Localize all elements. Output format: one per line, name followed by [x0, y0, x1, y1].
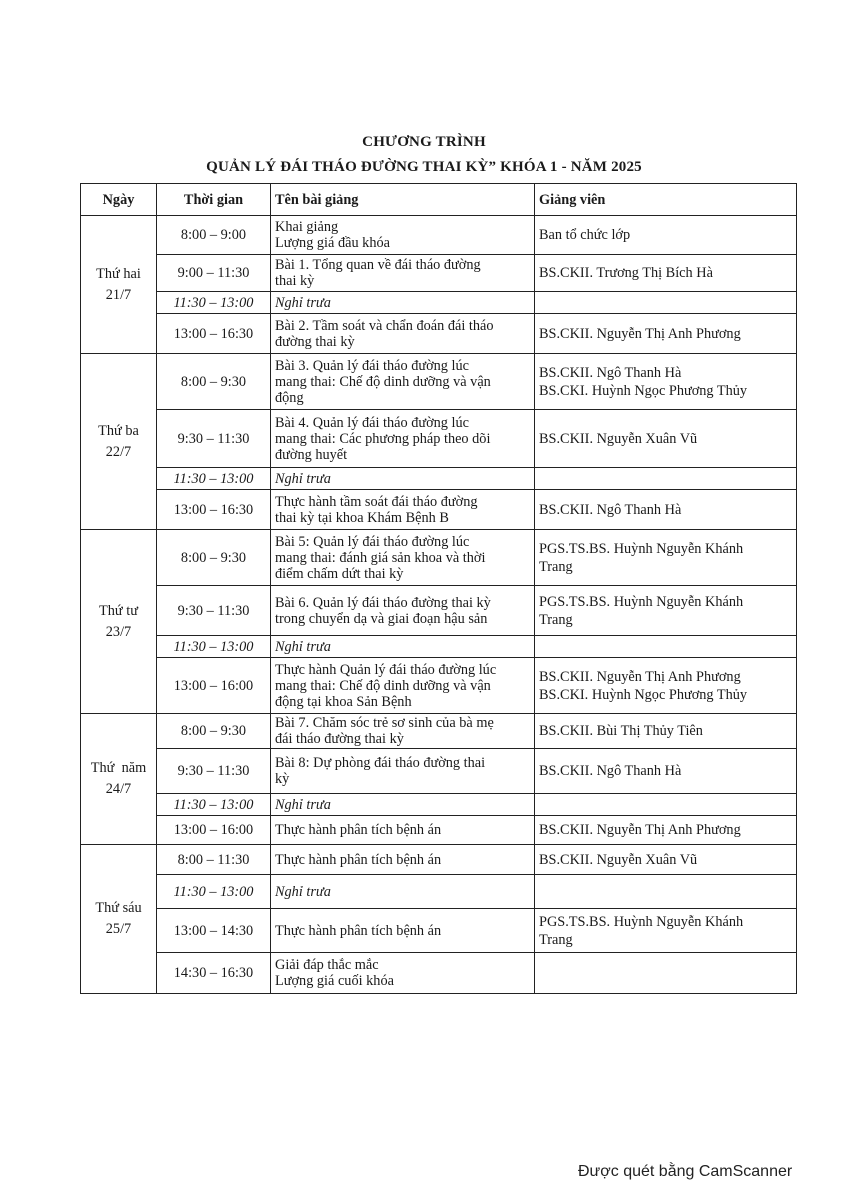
- topic-line: mang thai: đánh giá sản khoa và thời: [275, 549, 486, 566]
- day-name: Thứ sáu: [95, 900, 142, 916]
- session-lecturer: [535, 749, 797, 794]
- day-cell: [81, 530, 157, 714]
- session-row: [81, 714, 797, 749]
- session-row: [81, 314, 797, 354]
- lecturer-line: Trang: [539, 558, 573, 575]
- topic-line: Nghỉ trưa: [275, 294, 331, 311]
- lecturer-line: BS.CKII. Nguyễn Thị Anh Phương: [539, 822, 741, 838]
- topic-line: Thực hành phân tích bệnh án: [275, 851, 442, 868]
- session-row: [81, 530, 797, 586]
- session-time: 11:30 – 13:00: [157, 875, 271, 909]
- session-time: 9:30 – 11:30: [157, 410, 271, 468]
- session-topic: [271, 816, 535, 845]
- lecturer-line: BS.CKII. Bùi Thị Thủy Tiên: [539, 723, 703, 739]
- session-row: [81, 586, 797, 636]
- session-time: 9:30 – 11:30: [157, 749, 271, 794]
- session-lecturer: [535, 845, 797, 875]
- column-header-day: Ngày: [81, 184, 157, 216]
- session-row: [81, 909, 797, 953]
- topic-line: mang thai: Chế độ dinh dưỡng và vận: [275, 677, 491, 694]
- topic-line: trong chuyển dạ và giai đoạn hậu sản: [275, 610, 488, 627]
- day-date: 23/7: [105, 623, 132, 640]
- session-topic: [271, 468, 535, 490]
- topic-line: Giải đáp thắc mắc: [275, 957, 379, 973]
- day-cell: [81, 354, 157, 530]
- session-lecturer: [535, 816, 797, 845]
- lecturer-line: BS.CKII. Nguyễn Thị Anh Phương: [539, 325, 741, 342]
- topic-line: Nghỉ trưa: [275, 883, 331, 900]
- session-lecturer: [535, 468, 797, 490]
- session-topic: [271, 953, 535, 994]
- session-lecturer: [535, 909, 797, 953]
- topic-line: điểm chấm dứt thai kỳ: [275, 565, 404, 582]
- topic-line: động tại khoa Sản Bệnh: [275, 693, 412, 710]
- session-row: [81, 354, 797, 410]
- column-header-time: Thời gian: [157, 184, 271, 216]
- topic-line: đái tháo đường thai kỳ: [275, 731, 404, 747]
- session-lecturer: [535, 794, 797, 816]
- topic-line: mang thai: Các phương pháp theo dõi: [275, 430, 491, 447]
- session-time: 13:00 – 16:30: [157, 314, 271, 354]
- session-time: 11:30 – 13:00: [157, 794, 271, 816]
- topic-line: Bài 2. Tầm soát và chẩn đoán đái tháo: [275, 317, 494, 334]
- topic-line: Bài 1. Tổng quan về đái tháo đường: [275, 257, 481, 273]
- schedule-body: [81, 216, 797, 994]
- session-topic: [271, 658, 535, 714]
- session-topic: [271, 354, 535, 410]
- session-time: 13:00 – 16:00: [157, 658, 271, 714]
- day-cell: [81, 216, 157, 354]
- session-lecturer: [535, 354, 797, 410]
- session-lecturer: [535, 658, 797, 714]
- session-row: [81, 816, 797, 845]
- topic-line: Bài 7. Chăm sóc trẻ sơ sinh của bà mẹ: [275, 715, 494, 731]
- session-time: 9:30 – 11:30: [157, 586, 271, 636]
- session-topic: [271, 586, 535, 636]
- session-time: 13:00 – 16:30: [157, 490, 271, 530]
- topic-line: đường huyết: [275, 446, 348, 463]
- session-topic: [271, 530, 535, 586]
- session-time: 8:00 – 9:30: [157, 714, 271, 749]
- day-name: Thứ hai: [96, 265, 141, 282]
- session-lecturer: [535, 410, 797, 468]
- column-header-topic: Tên bài giảng: [271, 184, 535, 216]
- session-time: 11:30 – 13:00: [157, 636, 271, 658]
- day-cell: [81, 714, 157, 845]
- session-topic: [271, 216, 535, 255]
- session-row: [81, 845, 797, 875]
- session-topic: [271, 875, 535, 909]
- topic-line: Thực hành phân tích bệnh án: [275, 822, 442, 838]
- lecturer-line: BS.CKII. Ngô Thanh Hà: [539, 501, 682, 518]
- lecturer-line: PGS.TS.BS. Huỳnh Nguyễn Khánh: [539, 593, 744, 610]
- session-lecturer: [535, 586, 797, 636]
- lecturer-line: BS.CKI. Huỳnh Ngọc Phương Thủy: [539, 686, 748, 703]
- session-lecturer: [535, 953, 797, 994]
- day-name: Thứ năm: [90, 760, 147, 776]
- lecturer-line: BS.CKII. Ngô Thanh Hà: [539, 763, 682, 779]
- lecturer-line: Trang: [539, 611, 573, 628]
- session-time: 8:00 – 9:00: [157, 216, 271, 255]
- session-topic: [271, 314, 535, 354]
- topic-line: Bài 3. Quản lý đái tháo đường lúc: [275, 357, 469, 374]
- lecturer-line: PGS.TS.BS. Huỳnh Nguyễn Khánh: [539, 540, 744, 557]
- topic-line: Khai giảng: [275, 219, 339, 235]
- day-date: 22/7: [105, 443, 132, 460]
- session-topic: [271, 636, 535, 658]
- topic-line: thai kỳ tại khoa Khám Bệnh B: [275, 509, 449, 526]
- session-time: 13:00 – 16:00: [157, 816, 271, 845]
- session-topic: [271, 255, 535, 292]
- day-name: Thứ tư: [99, 602, 138, 619]
- session-topic: [271, 292, 535, 314]
- break-row: [81, 794, 797, 816]
- topic-line: Bài 5: Quản lý đái tháo đường lúc: [275, 533, 470, 550]
- topic-line: thai kỳ: [275, 273, 315, 289]
- lecturer-line: BS.CKII. Nguyễn Xuân Vũ: [539, 851, 698, 868]
- session-row: [81, 216, 797, 255]
- session-row: [81, 255, 797, 292]
- lecturer-line: Trang: [539, 931, 573, 948]
- course-title: QUẢN LÝ ĐÁI THÁO ĐƯỜNG THAI KỲ” KHÓA 1 - NĂM 2025: [206, 159, 642, 175]
- session-topic: [271, 410, 535, 468]
- session-time: 11:30 – 13:00: [157, 292, 271, 314]
- day-date: 25/7: [105, 921, 132, 937]
- session-topic: [271, 749, 535, 794]
- topic-line: động: [275, 389, 304, 406]
- session-topic: [271, 714, 535, 749]
- table-header-row: [81, 184, 797, 216]
- lecturer-line: BS.CKII. Nguyễn Thị Anh Phương: [539, 668, 741, 685]
- lecturer-line: Ban tổ chức lớp: [539, 227, 631, 243]
- topic-line: Thực hành Quản lý đái tháo đường lúc: [275, 661, 497, 678]
- topic-line: Bài 8: Dự phòng đái tháo đường thai: [275, 755, 486, 771]
- session-time: 9:00 – 11:30: [157, 255, 271, 292]
- session-row: [81, 749, 797, 794]
- session-time: 8:00 – 9:30: [157, 354, 271, 410]
- session-lecturer: [535, 255, 797, 292]
- topic-line: Bài 4. Quản lý đái tháo đường lúc: [275, 414, 469, 431]
- topic-line: kỳ: [275, 771, 290, 787]
- session-time: 11:30 – 13:00: [157, 468, 271, 490]
- session-row: [81, 410, 797, 468]
- lecturer-line: BS.CKI. Huỳnh Ngọc Phương Thủy: [539, 382, 748, 399]
- session-lecturer: [535, 292, 797, 314]
- topic-line: Nghỉ trưa: [275, 470, 331, 487]
- topic-line: đường thai kỳ: [275, 333, 355, 350]
- session-lecturer: [535, 314, 797, 354]
- day-cell: [81, 845, 157, 994]
- session-topic: [271, 909, 535, 953]
- break-row: [81, 468, 797, 490]
- day-date: 24/7: [105, 781, 132, 797]
- document-title: CHƯƠNG TRÌNH: [362, 134, 486, 150]
- lecturer-line: PGS.TS.BS. Huỳnh Nguyễn Khánh: [539, 913, 744, 930]
- session-time: 14:30 – 16:30: [157, 953, 271, 994]
- topic-line: Bài 6. Quản lý đái tháo đường thai kỳ: [275, 594, 491, 611]
- lecturer-line: BS.CKII. Nguyễn Xuân Vũ: [539, 430, 698, 447]
- session-lecturer: [535, 216, 797, 255]
- session-lecturer: [535, 714, 797, 749]
- topic-line: Nghỉ trưa: [275, 638, 331, 655]
- topic-line: Nghỉ trưa: [275, 796, 331, 813]
- lecturer-line: BS.CKII. Trương Thị Bích Hà: [539, 265, 713, 281]
- break-row: [81, 636, 797, 658]
- session-row: [81, 658, 797, 714]
- topic-line: Lượng giá cuối khóa: [275, 973, 394, 989]
- session-time: 8:00 – 9:30: [157, 530, 271, 586]
- column-header-lecturer: Giảng viên: [535, 184, 797, 216]
- day-name: Thứ ba: [98, 422, 139, 439]
- break-row: [81, 292, 797, 314]
- session-topic: [271, 794, 535, 816]
- session-lecturer: [535, 875, 797, 909]
- day-date: 21/7: [105, 286, 132, 303]
- session-time: 13:00 – 14:30: [157, 909, 271, 953]
- topic-line: Thực hành phân tích bệnh án: [275, 922, 442, 939]
- scanner-watermark: Được quét bằng CamScanner: [578, 1163, 793, 1180]
- session-topic: [271, 845, 535, 875]
- session-lecturer: [535, 530, 797, 586]
- session-row: [81, 953, 797, 994]
- session-time: 8:00 – 11:30: [157, 845, 271, 875]
- break-row: [81, 875, 797, 909]
- topic-line: Thực hành tầm soát đái tháo đường: [275, 493, 478, 510]
- session-lecturer: [535, 636, 797, 658]
- session-lecturer: [535, 490, 797, 530]
- session-row: [81, 490, 797, 530]
- schedule-table: [80, 183, 797, 994]
- topic-line: Lượng giá đầu khóa: [275, 235, 390, 251]
- session-topic: [271, 490, 535, 530]
- topic-line: mang thai: Chế độ dinh dưỡng và vận: [275, 373, 491, 390]
- lecturer-line: BS.CKII. Ngô Thanh Hà: [539, 364, 682, 381]
